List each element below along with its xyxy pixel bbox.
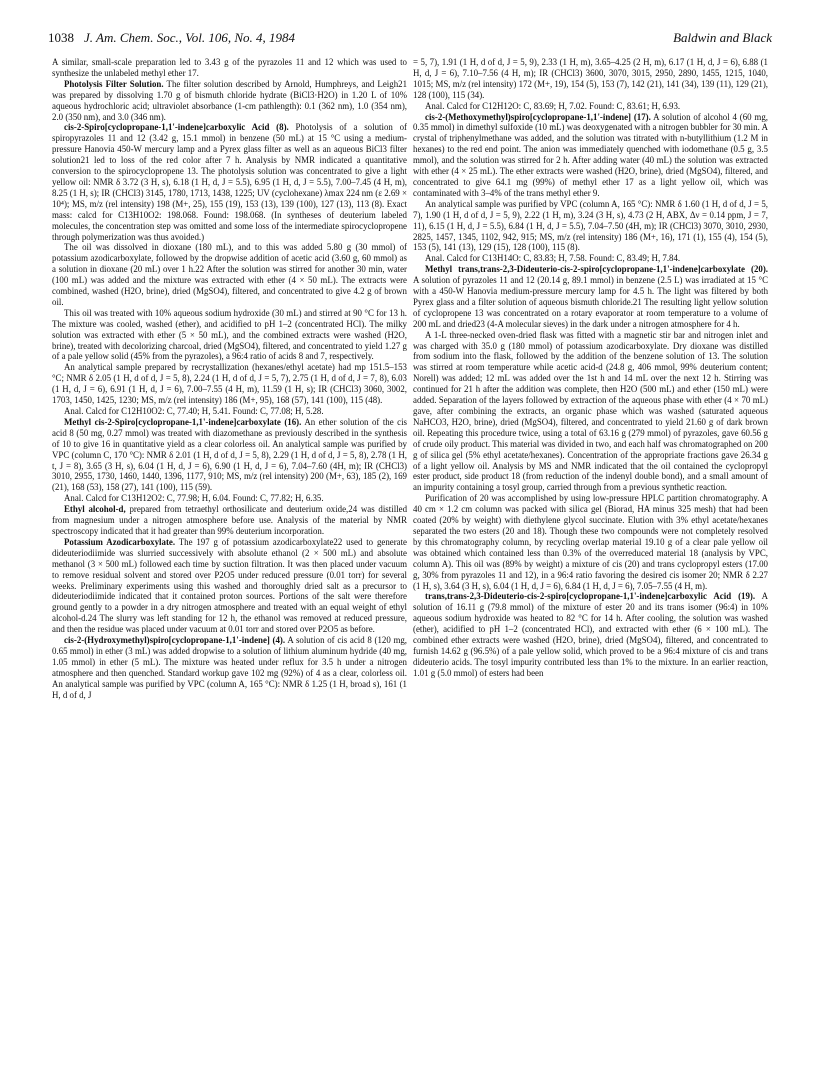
paragraph-heading: Photolysis Filter Solution. — [64, 78, 164, 89]
page-number: 1038 — [48, 30, 74, 45]
paragraph — [52, 362, 407, 406]
paragraph-text: Anal. Calcd for C12H10O2: C, 77.40; H, 5.41. Found: C, 77.08; H, 5.28. — [64, 406, 324, 416]
paragraph-text: Anal. Calcd for C13H14O: C, 83.83; H, 7.58. Found: C, 83.49; H, 7.84. — [425, 253, 681, 264]
paragraph-text: An analytical sample was purified by VPC (column A, 165 °C): NMR δ 1.60 (1 H, d of d, J = 5, 7), 1.90 (1 H, d of d, J = 5, 9), 2.22 (1 H, m), 3.24 (3 H, s), 4.73 (2 H, ABX, Δν = 0.14 ppm, J = 7, 11), 6.15 (1 H, d, J = 5.5), 6.84 (1 H, d, J = 5.5), 7.04–7.50 (4H, m); IR (CHCl3) 3070, 3010, 2930, 2825, 1457, 1345, 1102, 942, 915; MS, m/z (rel intensity) 186 (M+, 16), 171 (1), 155 (4), 154 (5), 153 (5), 141 (13), 129 (15), 128 (100), 115 (8). — [413, 198, 768, 253]
paragraph-text: A 1-L three-necked oven-dried flask was fitted with a magnetic stir bar and nitrogen inlet and was charged with 35.0 g (180 mmol) of potassium azodicarboxylate. Dry dioxane was distilled from sodium into the flask, followed by the addition of the benzene solution of 13. The solution was stirred at room temperature while acetic acid-d (24.8 g, 406 mmol, 99% deuterium content; Norell) was added; 12 mL was added over the 1st h and 14 mL over the next 12 h. Stirring was continued for 21 h after the addition was complete, then H2O (500 mL) and ether (150 mL) were added. Separation of the layers followed by extraction of the aqueous phase with ether (4 × 70 mL) gave, after combining the extracts, an organic phase which was washed (saturated aqueous NaHCO3, H2O, brine), dried (MgSO4), filtered, and concentrated to yield 21.60 g of dark brown oil. Repeating this procedure twice, using a total of 63.16 g (279 mmol) of pyrazoles, gave 60.56 g of crude oily product. This material was divided in two, and each half was chromatographed on 200 g of silica gel (5% ethyl acetate/hexanes). Concentration of the appropriate fractions gave 26.34 g of a light yellow oil. Analysis by MS and NMR indicated that the oil contained the cyclopropyl ester product, side product 18 (from reduction of the indenyl double bond), and a small amount of an impurity containing a tosyl group, carried through from a previous synthetic reaction. — [413, 329, 768, 493]
running-authors: Baldwin and Black — [673, 30, 772, 45]
paragraph — [52, 242, 407, 307]
paragraph — [52, 122, 407, 242]
paragraph — [52, 308, 407, 363]
paragraph — [413, 199, 768, 254]
paragraph-heading: Potassium Azodicarboxylate. — [64, 536, 176, 547]
paragraph — [52, 635, 407, 700]
paragraph-text: An ether solution of the cis acid 8 (50 mg, 0.27 mmol) was treated with diazomethane as previously described in the synthesis of 10 to give 16 in quantitative yield as a clear colorless oil. An analytical sample was purified by VPC (column C, 170 °C): NMR δ 2.01 (1 H, d of d, J = 5, 8), 2.29 (1 H, d of d, J = 5, 8), 2.78 (1 H, t, J = 8), 3.65 (3 H, s), 6.04 (1 H, d, J = 6), 6.90 (1 H, d, J = 6), 7.04–7.60 (4H, m); IR (CHCl3) 3010, 2955, 1730, 1460, 1440, 1396, 1177, 910; MS, m/z (rel intensity) 200 (M+, 63), 185 (2), 169 (21), 168 (53), 158 (27), 141 (100), 115 (59). — [52, 416, 408, 493]
right-column — [413, 57, 768, 679]
paragraph — [52, 493, 407, 504]
paragraph-text: A solution of cis acid 8 (120 mg, 0.65 mmol) in ether (3 mL) was added dropwise to a solution of lithium aluminum hydride (40 mg, 1.05 mmol) in ether (5 mL). The mixture was heated under reflux for 3.5 h under a nitrogen atmosphere and then quenched. Standard workup gave 102 mg (92%) of 4 as a clear, colorless oil. An analytical sample was purified by VPC (column A, 165 °C): NMR δ 1.25 (1 H, broad s), 161 (1 H, d of d, J — [52, 635, 408, 700]
paragraph-text: Anal. Calcd for C13H12O2: C, 77.98; H, 6.04. Found: C, 77.82; H, 6.35. — [64, 493, 324, 504]
paragraph-heading: cis-2-(Methoxymethyl)spiro[cyclopropane-1,1'-indene] (17). — [425, 111, 651, 122]
paragraph — [413, 57, 768, 101]
paragraph — [52, 417, 407, 493]
paragraph-text: Photolysis of a solution of spiropyrazoles 11 and 12 (3.42 g, 15.1 mmol) in benzene (50 mL) at 15 °C using a medium-pressure Hanovia 450-W mercury lamp and a Pyrex glass filter as well as an aqueous BiCl3 filter solution21 led to loss of the red color after 7 h. Analysis by NMR indicated a quantitative conversion to the spirocyclopropene 13. The photolysis solution was concentrated to give a light yellow oil: NMR δ 3.72 (3 H, s), 6.18 (1 H, d, J = 5.5), 6.95 (1 H, d, J = 5.5), 7.00–7.45 (4 H, m), 8.25 (1 H, s); IR (CHCl3) 3145, 1780, 1713, 1438, 1225; UV (cyclohexane) λmax 224 nm (ε 2.69 × 10⁴); MS, m/z (rel intensity) 198 (M+, 25), 155 (19), 153 (13), 139 (100), 127 (13), 113 (8). Exact mass: calcd for C13H10O2: 198.068. Found: 198.068. (In syntheses of deuterium labeled molecules, the concentration step was omitted and some loss of the intermediate spirocyclopropene through polymerization was thus avoided.) — [52, 122, 407, 242]
paragraph-text: prepared from tetraethyl orthosilicate and deuterium oxide,24 was distilled from magnesium under a nitrogen atmosphere before use. Analysis of the material by NMR spectroscopy indicated that it had greater than 99% deuterium incorporation. — [52, 504, 408, 536]
paragraph-heading: trans,trans-2,3-Dideuterio-cis-2-spiro[cyclopropane-1,1'-indene]carboxylic Acid (19). — [425, 591, 756, 602]
paragraph-text: A solution of pyrazoles 11 and 12 (20.14 g, 89.1 mmol) in benzene (2.5 L) was irradiated at 15 °C with a 450-W Hanovia medium-pressure mercury lamp for 4.5 h. The light was filtered by both Pyrex glass and a filter solution of aqueous bismuth chloride.21 The resulting light yellow solution of cyclopropene 13 was concentrated on a rotary evaporator at room temperature to a volume of 200 mL and dried23 (4-A molecular sieves) in the dark under a nitrogen atmosphere for 4 h. — [413, 275, 768, 329]
paragraph — [52, 79, 407, 123]
paragraph — [413, 264, 768, 329]
paragraph-text: A solution of alcohol 4 (60 mg, 0.35 mmol) in dimethyl sulfoxide (10 mL) was deoxygenated with a nitrogen bubbler for 30 min. A crystal of triphenylmethane was added, and the solution was titrated with n-butyllithium (1.2 M in hexanes) to the red end point. The anion was immediately quenched with iodomethane (0.5 g, 3.5 mmol), and the solution was stirred for 2 h. After adding water (40 mL) the solution was extracted with ether (4 × 25 mL). The ether extracts were washed (H2O, brine), dried (MgSO4), filtered, and concentrated to give 64.1 mg (99%) of methyl ether 17 as a light yellow oil, which was contaminated with 3–4% of the trans methyl ether 9. — [413, 111, 768, 198]
paragraph-text: Purification of 20 was accomplished by using low-pressure HPLC partition chromatography. A 40 cm × 1.2 cm column was packed with silica gel (Biorad, HA minus 325 mesh) that had been coated (20% by weight) with diethylene glycol succinate. Elution with 3% ethyl acetate/hexanes separated the two esters (20 and 18). Though these two compounds were not completely resolved by this chromatography column, by recycling overlap material 19.10 g of a clear pale yellow oil was obtained which contained less than 0.3% of the overreduced material 18 (analysis by VPC, column A). This oil was (89% by weight) a mixture of cis (20) and trans cyclopropyl esters (17.00 g, 30% from pyrazoles 11 and 12), in a 96:4 ratio favoring the desired cis isomer 20; NMR δ 2.27 (1 H, s), 3.64 (3 H, s), 6.04 (1 H, d, J = 6), 6.84 (1 H, d, J = 6), 7.05–7.55 (4 H, m). — [413, 493, 768, 591]
paragraph — [52, 57, 407, 79]
paragraph — [413, 591, 768, 678]
paragraph-heading: cis-2-(Hydroxymethyl)spiro[cyclopropane-1,1'-indene] (4). — [64, 635, 286, 646]
paragraph-text: The 197 g of potassium azodicarboxylate22 used to generate dideuteriodiimide was slurried successively with absolute ethanol (2 × 500 mL) and absolute methanol (3 × 500 mL) followed each time by suction filtration. It was then placed under vacuum to remove residual solvent and stored over P2O5 under reduced pressure (0.01 torr) for several weeks. Preliminary experiments using this washed and thoroughly dried salt as a precursor to dideuteriodiimide indicated that it contained proton sources. Portions of the salt were therefore ground gently to a powder in a dry nitrogen atmosphere and treated with an equal weight of ethyl alcohol-d.24 The slurry was left standing for 12 h, the ethanol was removed at reduced pressure, and then the residue was placed under vacuum at 0.01 torr and stored over P2O5 as before. — [52, 536, 407, 635]
journal-citation: J. Am. Chem. Soc., Vol. 106, No. 4, 1984 — [84, 30, 295, 45]
paragraph — [413, 493, 768, 591]
paragraph-heading: cis-2-Spiro[cyclopropane-1,1'-indene]carboxylic Acid (8). — [64, 122, 289, 133]
paragraph-text: The oil was dissolved in dioxane (180 mL), and to this was added 5.80 g (30 mmol) of potassium azodicarboxylate, followed by the dropwise addition of acetic acid (3.60 g, 60 mmol) as a solution in dioxane (20 mL) over 1 h.22 After the solution was stirred for another 30 min, water (100 mL) was added and the mixture was extracted with ether (4 × 50 mL). The extracts were combined, washed (H2O, brine), dried (MgSO4), filtered, and concentrated to give 4.2 g of brown oil. — [52, 242, 407, 307]
paragraph — [52, 537, 407, 635]
paragraph-text: This oil was treated with 10% aqueous sodium hydroxide (30 mL) and stirred at 90 °C for 13 h. The mixture was cooled, washed (ether), and acidified to pH 1–2 (concentrated HCl). The milky solution was extracted with ether (5 × 50 mL), and the combined extracts were washed (H2O, brine), treated with decolorizing charcoal, dried (MgSO4), filtered, and concentrated to yield 1.27 g of a pale yellow solid (45% from the pyrazoles), a 96:4 ratio of acids 8 and 7, respectively. — [52, 307, 407, 362]
paragraph — [413, 253, 768, 264]
paragraph-text: A solution of 16.11 g (79.8 mmol) of the mixture of ester 20 and its trans isomer (96:4) in 10% aqueous sodium hydroxide was heated to 82 °C for 14 h. After cooling, the solution was washed (ether), acidified to pH 1–2 (concentrated HCl), and extracted with ether (6 × 100 mL). The combined ether extracts were washed (H2O, brine), dried (MgSO4), filtered, and concentrated to furnish 14.62 g (96.5%) of a pale yellow solid, which proved to be a 96:4 mixture of cis and trans dideuterio acids. The tosyl impurity contributed less than 1% to the mixture. In an earlier reaction, 1.01 g (5.0 mmol) of esters had been — [413, 591, 768, 678]
paragraph-heading: Methyl trans,trans-2,3-Dideuterio-cis-2-spiro[cyclopropane-1,1'-indene]carboxylate (20). — [425, 264, 768, 275]
paragraph-heading: Methyl cis-2-Spiro[cyclopropane-1,1'-indene]carboxylate (16). — [64, 416, 302, 427]
paragraph-text: A similar, small-scale preparation led to 3.43 g of the pyrazoles 11 and 12 which was used to synthesize the unlabeled methyl ether 17. — [52, 57, 407, 78]
paragraph-heading: Ethyl alcohol-d, — [64, 504, 126, 515]
paragraph — [413, 101, 768, 112]
left-column — [52, 57, 407, 700]
paragraph — [52, 504, 407, 537]
paragraph-text: An analytical sample prepared by recrystallization (hexanes/ethyl acetate) had mp 151.5–153 °C; NMR δ 2.05 (1 H, d of d, J = 5, 8), 2.24 (1 H, d of d, J = 5, 7), 2.75 (1 H, d of d, J = 7, 8), 6.03 (1 H, d, J = 6), 6.91 (1 H, d, J = 6), 7.00–7.55 (4 H, m), 11.59 (1 H, s); IR (CHCl3) 3060, 3002, 1703, 1450, 1425, 1230; MS, m/z (rel intensity) 186 (M+, 95), 168 (57), 141 (100), 115 (48). — [52, 362, 407, 406]
paragraph-text: = 5, 7), 1.91 (1 H, d of d, J = 5, 9), 2.33 (1 H, m), 3.65–4.25 (2 H, m), 6.17 (1 H, d, J = 6), 6.88 (1 H, d, J = 6), 7.10–7.56 (4 H, m); IR (CHCl3) 3600, 3070, 3015, 2950, 2890, 1455, 1215, 1040, 1015; MS, m/z (rel intensity) 172 (M+, 19), 154 (5), 153 (7), 142 (21), 141 (34), 139 (11), 129 (21), 128 (100), 115 (34). — [413, 57, 768, 100]
paragraph — [52, 406, 407, 417]
paragraph-text: Anal. Calcd for C12H12O: C, 83.69; H, 7.02. Found: C, 83.61; H, 6.93. — [425, 100, 681, 111]
page-header — [48, 30, 772, 48]
paragraph — [413, 330, 768, 494]
paragraph — [413, 112, 768, 199]
paragraph-text: The filter solution described by Arnold, Humphreys, and Leigh21 was prepared by dissolving 1.70 g of bismuth chloride hydrate (BiCl3·H2O) in 1.20 L of 10% aqueous hydrochloric acid; ultraviolet absorbance (1-cm pathlength): 0.1 (362 nm), 1.0 (354 nm), 2.0 (350 nm), and 3.0 (346 nm). — [52, 78, 408, 122]
